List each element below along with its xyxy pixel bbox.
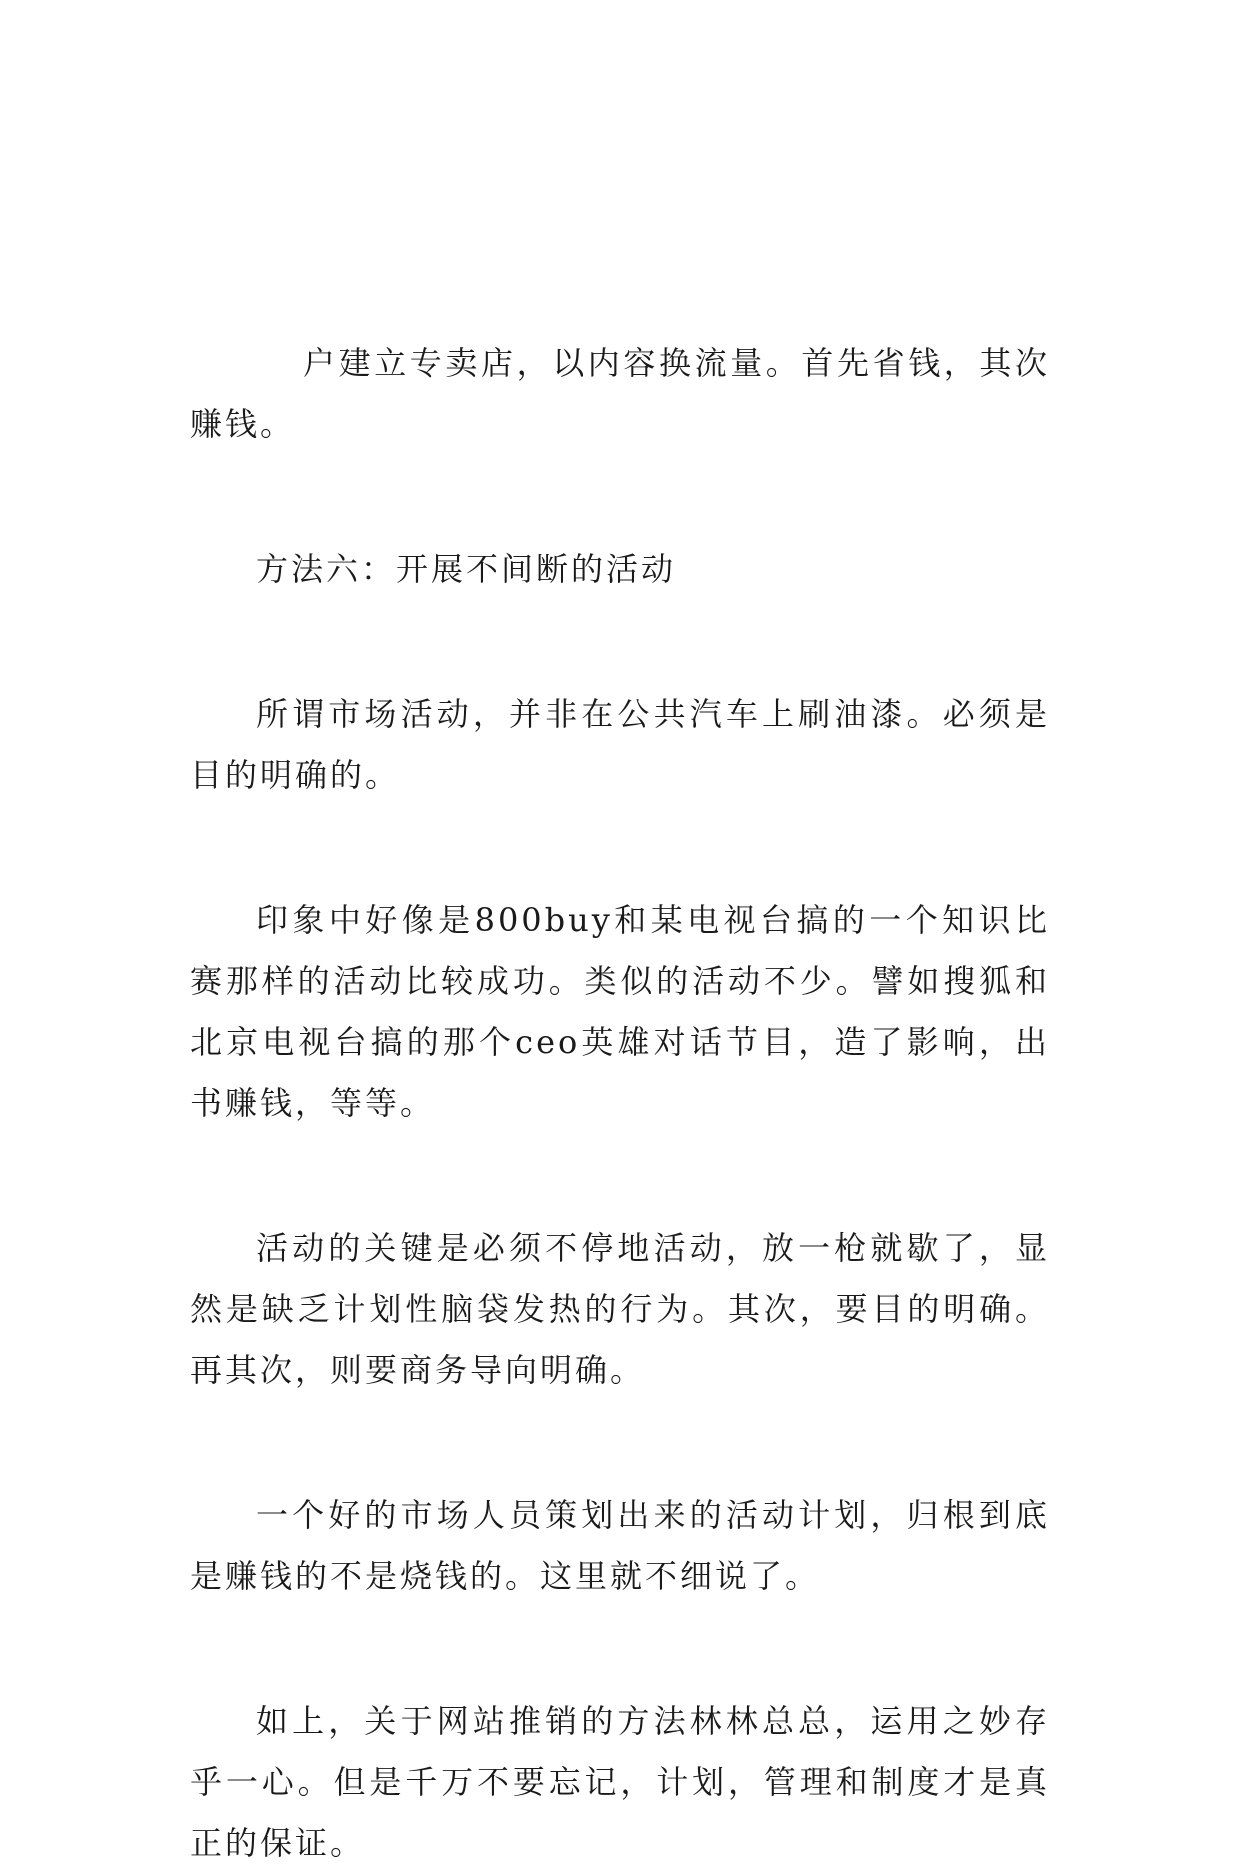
paragraph: 印象中好像是800buy和某电视台搞的一个知识比赛那样的活动比较成功。类似的活动不少。譬如搜狐和北京电视台搞的那个ceo英雄对话节目，造了影响，出书赚钱，等等。 <box>190 901 1050 1122</box>
paragraph-continuation: 户建立专卖店，以内容换流量。首先省钱，其次赚钱。 <box>190 344 1050 443</box>
paragraph: 活动的关键是必须不停地活动，放一枪就歇了，显然是缺乏计划性脑袋发热的行为。其次，要目的明确。再其次，则要商务导向明确。 <box>190 1229 1050 1389</box>
paragraph: 如上，关于网站推销的方法林林总总，运用之妙存乎一心。但是千万不要忘记，计划，管理和制度才是真正的保证。 <box>190 1702 1050 1862</box>
paragraph: 一个好的市场人员策划出来的活动计划，归根到底是赚钱的不是烧钱的。这里就不细说了。 <box>190 1496 1050 1595</box>
body-text <box>190 333 1050 1874</box>
section-heading: 方法六：开展不间断的活动 <box>256 550 677 588</box>
paragraph: 所谓市场活动，并非在公共汽车上刷油漆。必须是目的明确的。 <box>190 695 1050 794</box>
